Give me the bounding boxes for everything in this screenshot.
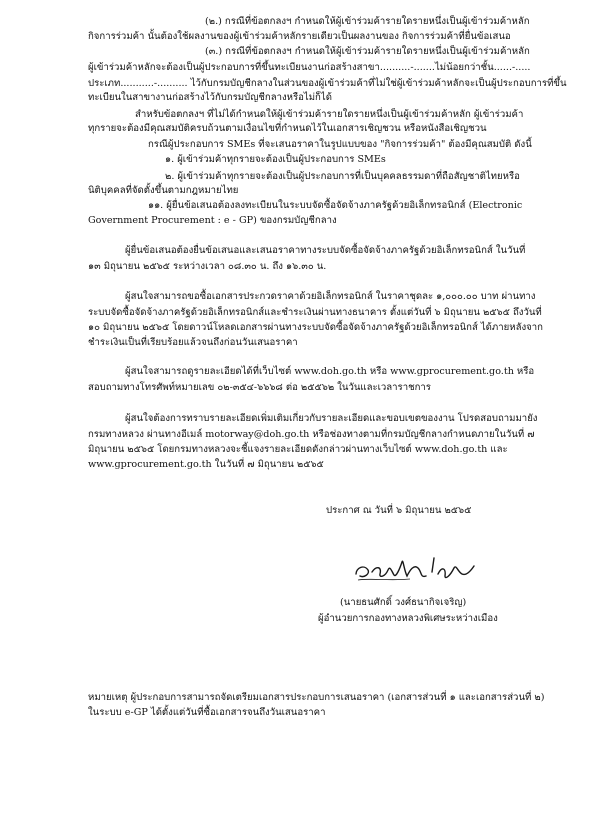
note-line-1: หมายเหตุ ผู้ประกอบการสามารถจัดเตรียมเอกสารประกอบการเสนอราคา (เอกสารส่วนที่ ๑ และเอกสารส่วนที่ ๒): [88, 692, 545, 703]
sme-item-1: ๑. ผู้เข้าร่วมค้าทุกรายจะต้องเป็นผู้ประกอบการ SMEs: [165, 154, 386, 165]
note-line-2: ในระบบ e-GP ได้ตั้งแต่วันที่ซื้อเอกสารจนถึงวันเสนอราคา: [88, 707, 326, 718]
clause-2-line-2: กิจการร่วมค้า นั้นต้องใช้ผลงานของผู้เข้าร่วมค้าหลักรายเดียวเป็นผลงานของ กิจการร่วมค้าที่ยื่นข้อเสนอ: [88, 31, 511, 42]
signatory-name: (นายธนศักดิ์ วงศ์ธนากิจเจริญ): [340, 597, 467, 608]
sme-item-2-line-1: ๒. ผู้เข้าร่วมค้าทุกรายจะต้องเป็นผู้ประกอบการที่เป็นบุคคลธรรมดาที่ถือสัญชาติไทยหรือ: [165, 171, 520, 182]
purchase-line-3: ๑๐ มิถุนายน ๒๕๖๕ โดยดาวน์โหลดเอกสารผ่านทางระบบจัดซื้อจัดจ้างภาครัฐด้วยอิเล็กทรอนิกส์ ได้ภายหลังจาก: [88, 322, 543, 333]
info-line-1: ผู้สนใจสามารถดูรายละเอียดได้ที่เว็บไซต์ www.doh.go.th หรือ www.gprocurement.go.th หรือ: [125, 366, 535, 377]
info-line-2: สอบถามทางโทรศัพท์หมายเลข ๐๒-๓๕๔-๖๖๖๘ ต่อ ๒๕๕๖๒ ในวันและเวลาราชการ: [88, 382, 431, 393]
inquiry-line-4: www.gprocurement.go.th ในวันที่ ๗ มิถุนายน ๒๕๖๕: [88, 459, 324, 470]
inquiry-line-2: กรมทางหลวง ผ่านทางอีเมล์ motorway@doh.go.th หรือช่องทางตามที่กรมบัญชีกลางกำหนดภายในวันที่ ๗: [88, 429, 535, 440]
announcement-date: ประกาศ ณ วันที่ ๖ มิถุนายน ๒๕๖๕: [326, 505, 472, 516]
clause-3-line-1: (๓.) กรณีที่ข้อตกลงฯ กำหนดให้ผู้เข้าร่วมค้ารายใดรายหนึ่งเป็นผู้เข้าร่วมค้าหลัก: [205, 46, 530, 57]
clause-3-line-3: ประเภท...........-.......... ไว้กับกรมบัญชีกลางในส่วนของผู้เข้าร่วมค้าที่ไม่ใช่ผู้เข้าร่วมค้าหลักจะเป็นผู้ประกอบการที่ขึ้น: [88, 78, 567, 89]
inquiry-line-3: มิถุนายน ๒๕๖๕ โดยกรมทางหลวงจะชี้แจงรายละเอียดดังกล่าวผ่านทางเว็บไซต์ www.doh.go.th และ: [88, 444, 508, 455]
submission-line-2: ๑๓ มิถุนายน ๒๕๖๕ ระหว่างเวลา ๐๘.๓๐ น. ถึง ๑๖.๓๐ น.: [88, 261, 327, 272]
joint-venture-para-line-2: ทุกรายจะต้องมีคุณสมบัติครบถ้วนตามเงื่อนไขที่กำหนดไว้ในเอกสารเชิญชวน หรือหนังสือเชิญชวน: [88, 123, 487, 134]
clause-3-line-4: ทะเบียนในสาขางานก่อสร้างไว้กับกรมบัญชีกลางหรือไม่ก็ได้: [88, 92, 332, 103]
clause-3-line-2: ผู้เข้าร่วมค้าหลักจะต้องเป็นผู้ประกอบการที่ขึ้นทะเบียนงานก่อสร้างสาขา..........-.......ไม่น้อยกว่าชั้น......-.....: [88, 62, 531, 73]
submission-line-1: ผู้ยื่นข้อเสนอต้องยื่นข้อเสนอและเสนอราคาทางระบบจัดซื้อจัดจ้างภาครัฐด้วยอิเล็กทรอนิกส์ ในวันที่: [125, 245, 526, 256]
clause-11-line-1: ๑๑. ผู้ยื่นข้อเสนอต้องลงทะเบียนในระบบจัดซื้อจัดจ้างภาครัฐด้วยอิเล็กทรอนิกส์ (Electronic: [148, 200, 523, 211]
purchase-line-1: ผู้สนใจสามารถขอซื้อเอกสารประกวดราคาด้วยอิเล็กทรอนิกส์ ในราคาชุดละ ๑,๐๐๐.๐๐ บาท ผ่านทาง: [125, 291, 536, 302]
inquiry-line-1: ผู้สนใจต้องการทราบรายละเอียดเพิ่มเติมเกี่ยวกับรายละเอียดและขอบเขตของงาน โปรดสอบถามมายัง: [125, 413, 538, 424]
clause-2-line-1: (๒.) กรณีที่ข้อตกลงฯ กำหนดให้ผู้เข้าร่วมค้ารายใดรายหนึ่งเป็นผู้เข้าร่วมค้าหลัก: [205, 16, 530, 27]
sme-heading: กรณีผู้ประกอบการ SMEs ที่จะเสนอราคาในรูปแบบของ "กิจการร่วมค้า" ต้องมีคุณสมบัติ ดังนี้: [148, 139, 532, 150]
clause-11-line-2: Government Procurement : e - GP) ของกรมบัญชีกลาง: [88, 215, 337, 226]
purchase-line-2: ระบบจัดซื้อจัดจ้างภาครัฐด้วยอิเล็กทรอนิกส์และชำระเงินผ่านทางธนาคาร ตั้งแต่วันที่ ๖ มิถุนายน ๒๕๖๕ ถึงวันที่: [88, 307, 542, 318]
signature-image: [350, 548, 480, 590]
signatory-title: ผู้อำนวยการกองทางหลวงพิเศษระหว่างเมือง: [318, 613, 498, 624]
purchase-line-4: ชำระเงินเป็นที่เรียบร้อยแล้วจนถึงก่อนวันเสนอราคา: [88, 337, 298, 348]
joint-venture-para-line-1: สำหรับข้อตกลงฯ ที่ไม่ได้กำหนดให้ผู้เข้าร่วมค้ารายใดรายหนึ่งเป็นผู้เข้าร่วมค้าหลัก ผู้เข้าร่วมค้า: [135, 109, 524, 120]
sme-item-2-line-2: นิติบุคคลที่จัดตั้งขึ้นตามกฎหมายไทย: [88, 185, 239, 196]
